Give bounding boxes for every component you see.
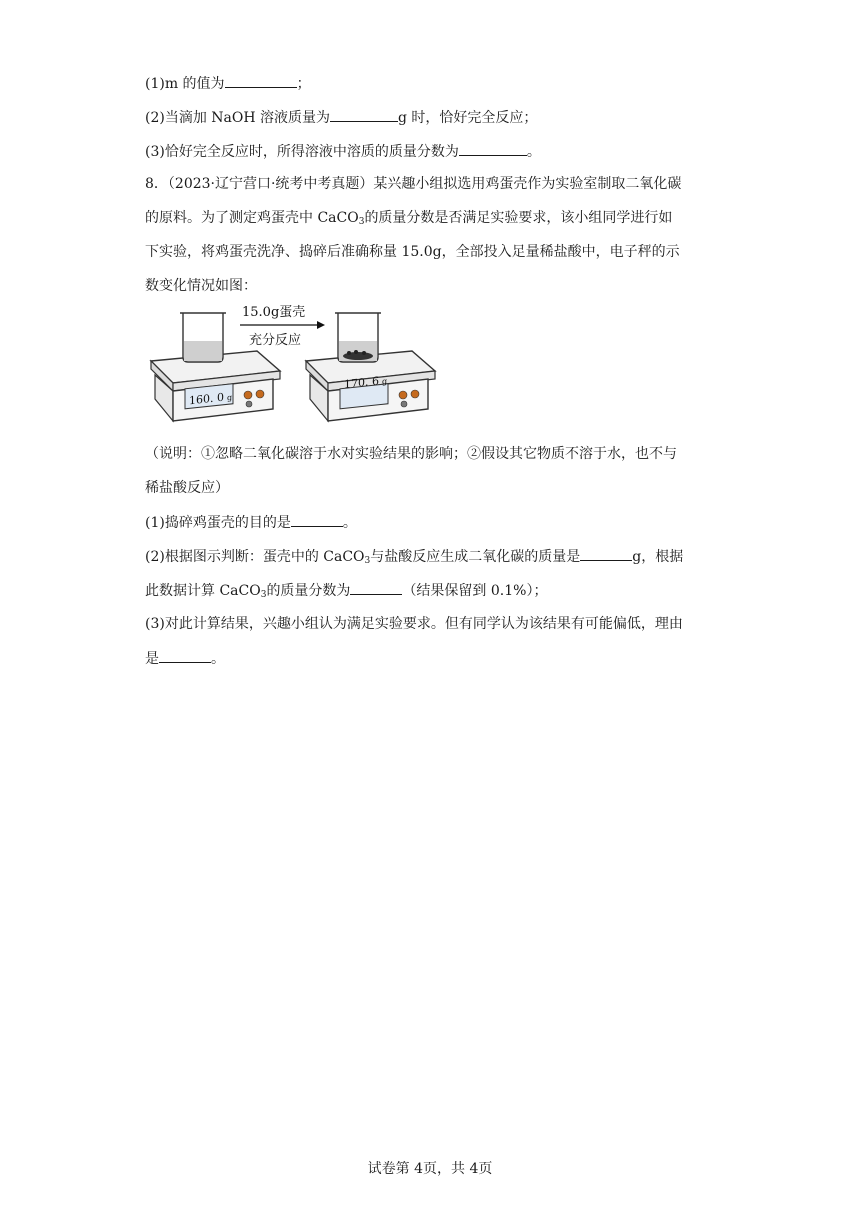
answer-blank[interactable]: [159, 648, 211, 663]
q8-sub-3-line-1: (3)对此计算结果，兴趣小组认为满足实验要求。但有同学认为该结果有可能偏低，理由: [145, 616, 683, 632]
reading-after: 170. 6: [344, 374, 379, 392]
q8-note-line-2: 稀盐酸反应）: [145, 480, 229, 496]
answer-blank[interactable]: [459, 141, 527, 156]
arrow-label-bottom: 充分反应: [249, 333, 302, 348]
q7-item-3: (3)恰好完全反应时，所得溶液中溶质的质量分数为 。: [145, 141, 541, 162]
q8-stem-line-4: 数变化情况如图：: [145, 278, 257, 294]
q8-sub-2-line-1: (2)根据图示判断：蛋壳中的 CaCO$_3$与盐酸反应生成二氧化碳的质量是 g，根据: [145, 546, 683, 567]
answer-blank[interactable]: [225, 73, 297, 88]
q8-stem-line-2: 的原料。为了测定鸡蛋壳中 CaCO$_3$的质量分数是否满足实验要求，该小组同学进行如: [145, 210, 673, 227]
q8-stem-line-3: 下实验，将鸡蛋壳洗净、捣碎后准确称量 15.0g，全部投入足量稀盐酸中，电子秤的示: [145, 244, 680, 260]
q8-sub-1: (1)捣碎鸡蛋壳的目的是 。: [145, 512, 357, 533]
answer-blank[interactable]: [291, 512, 343, 527]
scales-figure: [145, 303, 575, 433]
scale-after: [306, 313, 435, 421]
answer-blank[interactable]: [580, 546, 632, 561]
q8-sub-2-line-2: 此数据计算 CaCO$_3$的质量分数为 （结果保留到 0.1%）；: [145, 580, 547, 601]
arrow-icon: [317, 321, 325, 329]
arrow-label-top: 15.0g蛋壳: [242, 305, 306, 320]
scale-before: [151, 313, 280, 421]
page-footer: 试卷第 4页，共 4页: [367, 1161, 493, 1177]
q7-item-1: (1)m 的值为 ；: [145, 73, 311, 94]
answer-blank[interactable]: [330, 107, 398, 122]
q8-sub-3-line-2: 是 。: [145, 648, 225, 669]
reading-unit-before: g: [227, 392, 233, 403]
q8-stem-line-1: 8．（2023·辽宁营口·统考中考真题）某兴趣小组拟选用鸡蛋壳作为实验室制取二氧化碳: [145, 176, 682, 192]
reading-unit-after: g: [382, 376, 388, 387]
reading-before: 160. 0: [189, 390, 224, 408]
answer-blank[interactable]: [350, 580, 402, 595]
q7-item-2: (2)当滴加 NaOH 溶液质量为 g 时，恰好完全反应；: [145, 107, 537, 128]
q8-note-line-1: （说明：①忽略二氧化碳溶于水对实验结果的影响；②假设其它物质不溶于水，也不与: [145, 446, 677, 462]
